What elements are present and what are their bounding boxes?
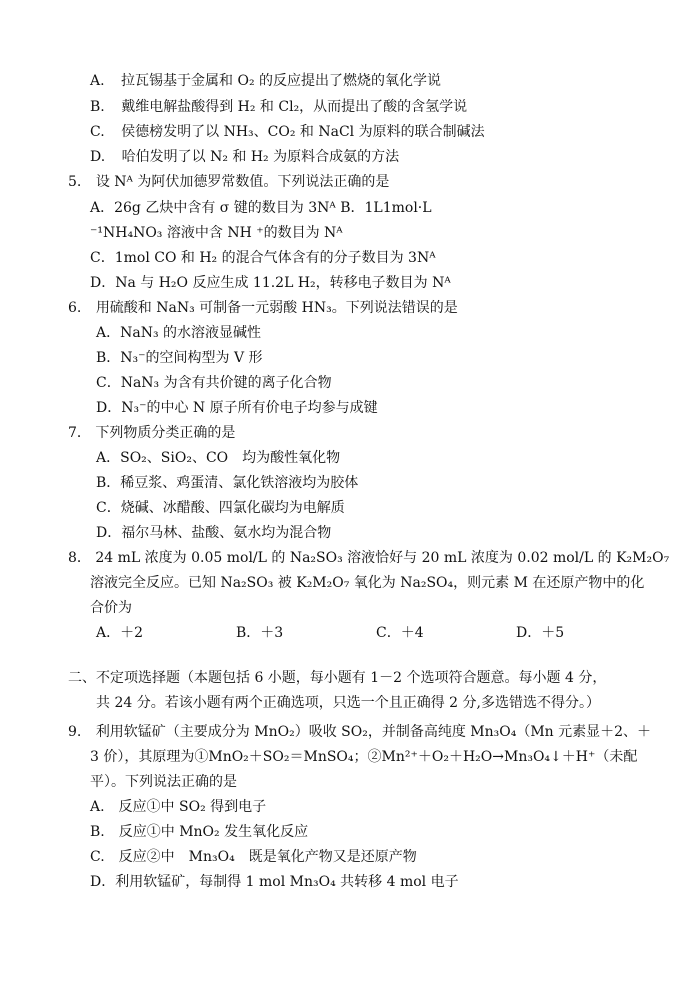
q8-line-2: 溶液完全反应。已知 Na₂SO₃ 被 K₂M₂O₇ 氧化为 Na₂SO₄，则元素 M 在还原产物中的化 <box>90 575 645 591</box>
q7-option-a: A．SO₂、SiO₂、CO 均为酸性氧化物 <box>96 450 341 466</box>
q5-option-d: D．Na 与 H₂O 反应生成 11.2L H₂，转移电子数目为 Nᴬ <box>90 275 451 291</box>
q8-number: 8． <box>68 550 91 566</box>
q7-stem-text: 下列物质分类正确的是 <box>95 425 236 441</box>
q9-option-d: D．利用软锰矿，每制得 1 mol Mn₃O₄ 共转移 4 mol 电子 <box>90 874 459 890</box>
q6-option-a: A．NaN₃ 的水溶液显碱性 <box>96 325 262 341</box>
q8-line-1-text: 24 mL 浓度为 0.05 mol/L 的 Na₂SO₃ 溶液恰好与 20 mL 浓度为 0.02 mol/L 的 K₂M₂O₇ <box>95 550 670 566</box>
q4-option-d-label: D. <box>90 149 106 165</box>
q6-stem-text: 用硫酸和 NaN₃ 可制备一元弱酸 HN₃。下列说法错误的是 <box>95 300 458 316</box>
q6-number: 6. <box>68 300 82 316</box>
q4-option-b <box>90 97 467 117</box>
q4-option-c-label: C. <box>90 124 105 140</box>
q4-option-b-label: B. <box>90 99 105 115</box>
q8-option-c: C．＋4 <box>376 625 424 641</box>
q9-line-2: 3 价），其原理为①MnO₂＋SO₂＝MnSO₄；②Mn²⁺＋O₂＋H₂O→Mn₃O₄↓＋H⁺（未配 <box>90 749 638 765</box>
q7-stem <box>68 423 235 443</box>
q4-option-a <box>90 71 441 91</box>
q7-option-b: B．稀豆浆、鸡蛋清、氯化铁溶液均为胶体 <box>96 475 359 491</box>
q9-line-1-text: 利用软锰矿（主要成分为 MnO₂）吸收 SO₂，并制备高纯度 Mn₃O₄（Mn 元素显＋2、＋ <box>95 724 652 740</box>
q4-option-d <box>90 147 399 167</box>
q9-option-c: C. 反应②中 Mn₃O₄ 既是氧化产物又是还原产物 <box>90 849 417 865</box>
q8-line-3: 合价为 <box>90 600 132 616</box>
q4-option-c-text: 侯德榜发明了以 NH₃、CO₂ 和 NaCl 为原料的联合制碱法 <box>121 124 485 140</box>
q9-line-3: 平）。下列说法正确的是 <box>90 774 237 790</box>
q8-option-b: B．＋3 <box>236 625 284 641</box>
q4-option-d-text: 哈伯发明了以 N₂ 和 H₂ 为原料合成氨的方法 <box>121 149 400 165</box>
q4-option-c <box>90 122 485 142</box>
q8-line-1 <box>68 548 669 568</box>
q7-option-c: C．烧碱、冰醋酸、四氯化碳均为电解质 <box>96 500 345 516</box>
q9-line-1 <box>68 722 651 742</box>
q9-number: 9. <box>68 724 82 740</box>
q9-option-b: B. 反应①中 MnO₂ 发生氧化反应 <box>90 824 309 840</box>
q7-number: 7． <box>68 425 91 441</box>
q7-option-d: D．福尔马林、盐酸、氨水均为混合物 <box>96 525 332 541</box>
q8-option-d: D．＋5 <box>516 625 565 641</box>
q8-option-a: A．＋2 <box>96 625 144 641</box>
q5-option-a: A．26g 乙炔中含有 σ 键的数目为 3Nᴬ B．1L1mol·L <box>90 200 432 216</box>
q9-option-a: A. 反应①中 SO₂ 得到电子 <box>90 799 267 815</box>
q5-number: 5. <box>68 174 82 190</box>
q6-option-d: D．N₃⁻的中心 N 原子所有价电子均参与成键 <box>96 400 378 416</box>
q4-option-a-text: 拉瓦锡基于金属和 O₂ 的反应提出了燃烧的氧化学说 <box>121 73 442 89</box>
q5-stem <box>68 172 389 192</box>
q4-option-a-label: A. <box>90 73 105 89</box>
q6-option-b: B．N₃⁻的空间构型为 V 形 <box>96 350 263 366</box>
q5-option-b: ⁻¹NH₄NO₃ 溶液中含 NH ⁺的数目为 Nᴬ <box>90 225 343 241</box>
q6-option-c: C．NaN₃ 为含有共价键的离子化合物 <box>96 375 332 391</box>
q6-stem <box>68 298 458 318</box>
section-2-heading-line-1: 二、不定项选择题（本题包括 6 小题，每小题有 1－2 个选项符合题意。每小题 4 分， <box>68 670 607 686</box>
q5-option-c: C．1mol CO 和 H₂ 的混合气体含有的分子数目为 3Nᴬ <box>90 250 436 266</box>
q5-stem-text: 设 Nᴬ 为阿伏加德罗常数值。下列说法正确的是 <box>95 174 390 190</box>
section-2-heading-line-2: 共 24 分。若该小题有两个正确选项，只选一个且正确得 2 分,多选错选不得分。） <box>96 695 600 711</box>
q4-option-b-text: 戴维电解盐酸得到 H₂ 和 Cl₂，从而提出了酸的含氢学说 <box>121 99 468 115</box>
